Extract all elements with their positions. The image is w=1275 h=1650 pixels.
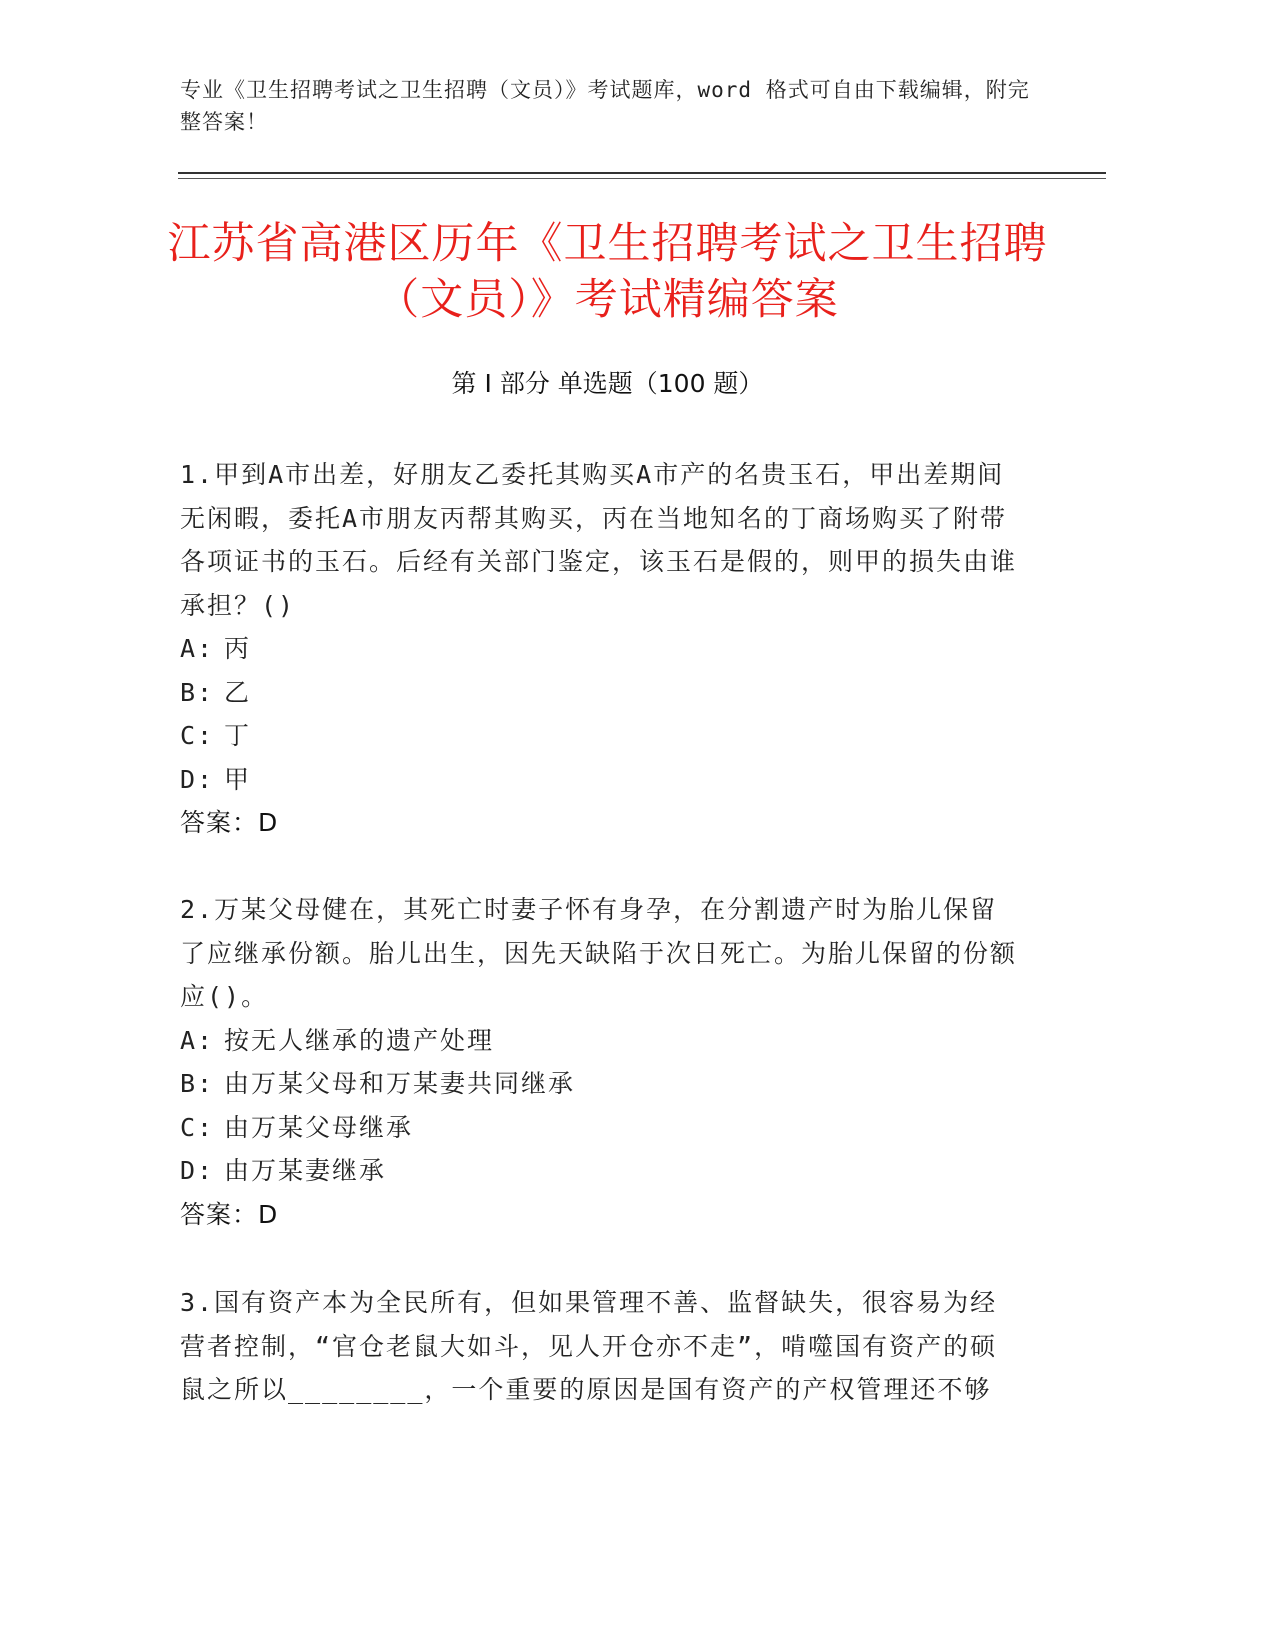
option-c — [180, 1106, 1020, 1150]
option-d — [180, 1149, 1020, 1193]
header-divider-thin — [178, 178, 1106, 179]
header-note: 专业《卫生招聘考试之卫生招聘（文员）》考试题库，word 格式可自由下载编辑，附完整答案！ — [180, 78, 1030, 134]
question-3 — [180, 1281, 1020, 1412]
option-key: B: — [180, 677, 215, 707]
option-b — [180, 1062, 1020, 1106]
header-divider-thick — [178, 172, 1106, 174]
answer: 答案：D — [180, 808, 279, 837]
answer: 答案：D — [180, 1199, 279, 1229]
option-text: 由万某父母继承 — [224, 1112, 414, 1142]
option-text: 甲 — [224, 764, 252, 794]
option-key: B: — [180, 1069, 215, 1098]
question-stem: 1.甲到A市出差，好朋友乙委托其购买A市产的名贵玉石，甲出差期间无闲暇，委托A市朋友丙帮其购买，丙在当地知名的丁商场购买了附带各项证书的玉石。后经有关部门鉴定，该玉石是假的，则甲的损失由谁承担？() — [180, 460, 1018, 620]
option-text: 由万某父母和万某妻共同继承 — [224, 1069, 576, 1098]
question-stem: 2.万某父母健在，其死亡时妻子怀有身孕，在分割遗产时为胎儿保留了应继承份额。胎儿出生，因先天缺陷于次日死亡。为胎儿保留的份额应()。 — [180, 895, 1018, 1011]
option-a — [180, 1019, 1020, 1063]
option-text: 乙 — [224, 677, 252, 707]
option-d — [180, 758, 1020, 802]
option-key: D: — [180, 1156, 215, 1185]
document-title: 江苏省高港区历年《卫生招聘考试之卫生招聘（文员）》考试精编答案 — [167, 219, 1048, 325]
question-1 — [180, 453, 1020, 845]
section-title: 第 I 部分 单选题（100 题） — [451, 369, 764, 398]
option-c — [180, 714, 1020, 758]
option-b — [180, 671, 1020, 715]
question-stem: 3.国有资产本为全民所有，但如果管理不善、监督缺失，很容易为经营者控制，“官仓老鼠大如斗，见人开仓亦不走”，啃噬国有资产的硕鼠之所以________，一个重要的原因是国有资产的产权管理还不够 — [180, 1288, 998, 1404]
option-key: A: — [180, 1025, 215, 1055]
option-text: 按无人继承的遗产处理 — [224, 1025, 495, 1055]
option-text: 由万某妻继承 — [224, 1156, 387, 1185]
option-text: 丁 — [224, 721, 252, 750]
option-key: A: — [180, 634, 215, 663]
question-2 — [180, 888, 1020, 1236]
option-a — [180, 627, 1020, 671]
option-key: D: — [180, 764, 215, 794]
option-text: 丙 — [224, 634, 252, 663]
option-key: C: — [180, 721, 215, 750]
option-key: C: — [180, 1112, 215, 1142]
